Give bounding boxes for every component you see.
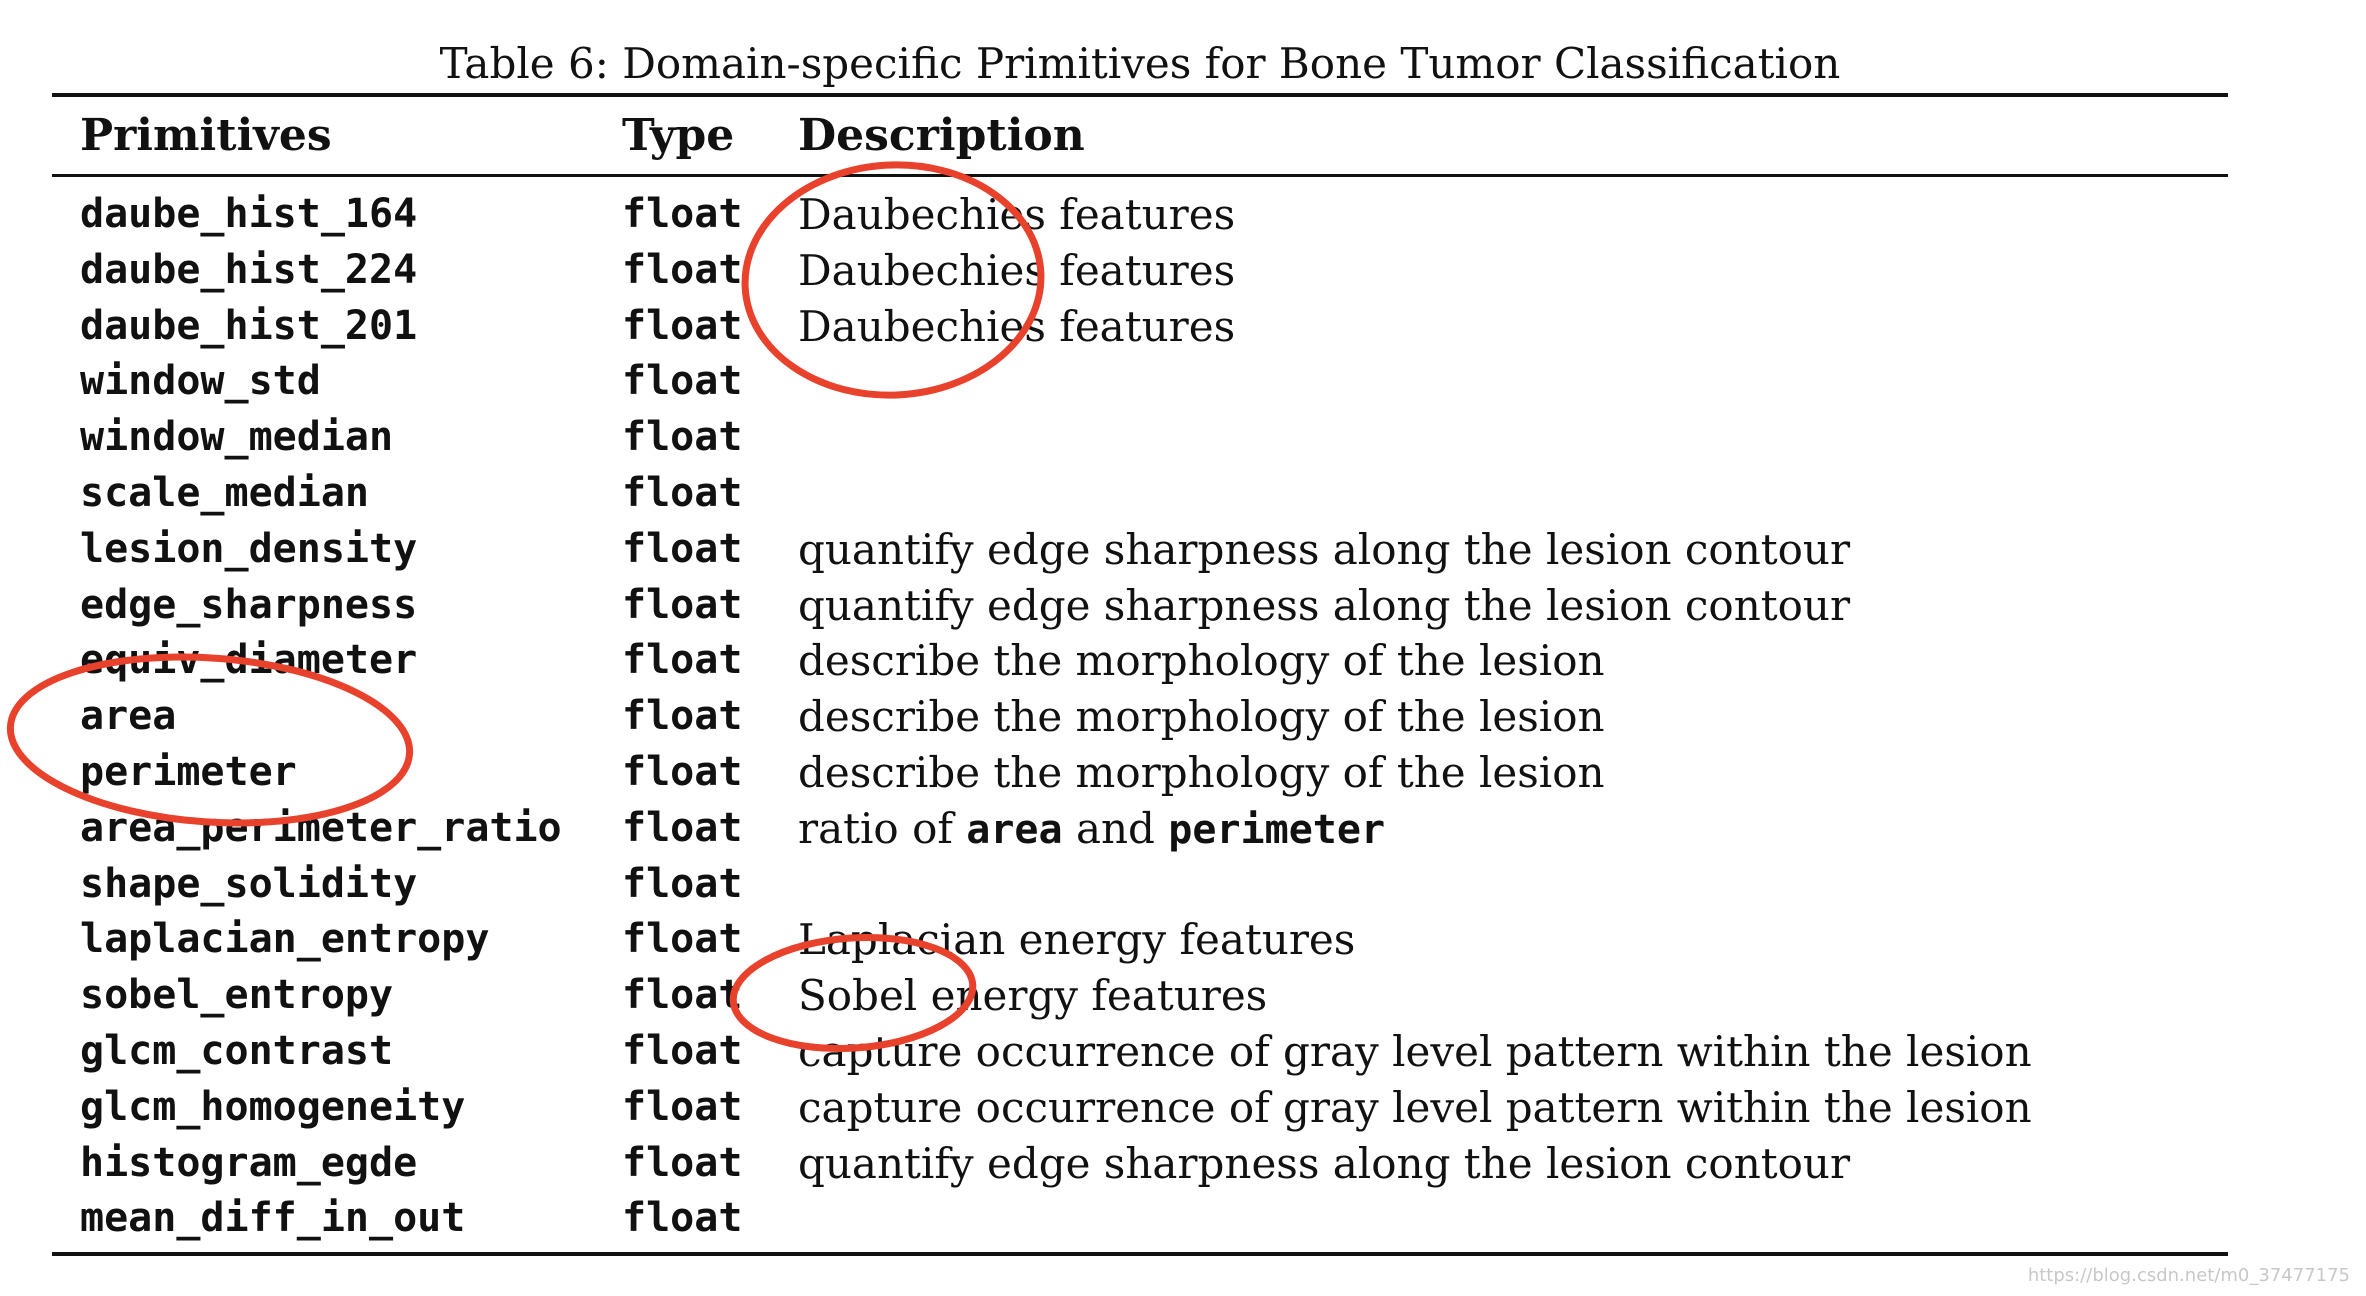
description-cell: Daubechies features [798, 301, 1236, 351]
table-body [0, 187, 2366, 1247]
description-cell: Sobel energy features [798, 971, 1268, 1021]
description-cell: quantify edge sharpness along the lesion contour [798, 1138, 1851, 1188]
table-row [0, 857, 2366, 913]
ratio-prefix: ratio of [798, 803, 953, 853]
primitive-cell: area [80, 693, 177, 740]
description-cell: quantify edge sharpness along the lesion contour [798, 524, 1851, 574]
header-description: Description [798, 110, 1085, 161]
table-row [0, 299, 2366, 355]
type-cell: float [622, 1027, 743, 1074]
primitive-cell: equiv_diameter [80, 637, 418, 684]
type-cell: float [622, 246, 743, 293]
type-cell: float [622, 860, 743, 907]
bottom-rule [52, 1252, 2228, 1256]
watermark: https://blog.csdn.net/m0_37477175 [2027, 1265, 2350, 1286]
primitive-cell: glcm_homogeneity [80, 1083, 466, 1130]
table-row [0, 1080, 2366, 1136]
type-cell: float [622, 1083, 743, 1130]
description-cell [798, 801, 1385, 857]
ratio-term-area: area [966, 806, 1063, 853]
table-row [0, 689, 2366, 745]
top-rule [52, 93, 2228, 97]
description-cell: Daubechies features [798, 245, 1236, 295]
primitive-cell: lesion_density [80, 525, 418, 572]
primitive-cell: daube_hist_201 [80, 302, 418, 349]
table-row [0, 801, 2366, 857]
table-row [0, 633, 2366, 689]
header-primitives: Primitives [80, 110, 332, 161]
table-row [0, 354, 2366, 410]
type-cell: float [622, 191, 743, 237]
description-cell: capture occurrence of gray level pattern within the lesion [798, 1026, 2032, 1076]
type-cell: float [622, 469, 743, 516]
table-row [0, 187, 2366, 243]
primitive-cell: window_std [80, 358, 321, 405]
header-type: Type [622, 110, 735, 161]
table-row [0, 1136, 2366, 1192]
table-row [0, 745, 2366, 801]
primitive-cell: daube_hist_224 [80, 246, 418, 293]
primitive-cell: mean_diff_in_out [80, 1195, 466, 1242]
primitive-cell: daube_hist_164 [80, 191, 418, 237]
table-row [0, 410, 2366, 466]
table-row [0, 243, 2366, 299]
description-cell: Daubechies features [798, 190, 1236, 239]
primitive-cell: perimeter [80, 748, 297, 795]
type-cell: float [622, 1195, 743, 1242]
primitive-cell: area_perimeter_ratio [80, 804, 562, 851]
primitive-cell: window_median [80, 414, 394, 461]
description-cell: capture occurrence of gray level pattern within the lesion [798, 1082, 2032, 1132]
type-cell: float [622, 302, 743, 349]
type-cell: float [622, 693, 743, 740]
type-cell: float [622, 414, 743, 461]
table-row [0, 968, 2366, 1024]
type-cell: float [622, 581, 743, 628]
table-row [0, 1024, 2366, 1080]
type-cell: float [622, 525, 743, 572]
table-row [0, 466, 2366, 522]
primitive-cell: scale_median [80, 469, 369, 516]
table-row [0, 912, 2366, 968]
description-cell: quantify edge sharpness along the lesion contour [798, 580, 1851, 630]
primitive-cell: edge_sharpness [80, 581, 418, 628]
type-cell: float [622, 916, 743, 963]
type-cell: float [622, 748, 743, 795]
type-cell: float [622, 804, 743, 851]
description-cell: describe the morphology of the lesion [798, 636, 1605, 686]
table-caption: Table 6: Domain-specific Primitives for Bone Tumor Classification [439, 39, 1841, 88]
ratio-term-perimeter: perimeter [1168, 806, 1386, 853]
primitive-cell: glcm_contrast [80, 1027, 394, 1074]
primitive-cell: sobel_entropy [80, 972, 394, 1019]
description-cell: describe the morphology of the lesion [798, 692, 1605, 742]
table-row [0, 522, 2366, 578]
type-cell: float [622, 358, 743, 405]
primitive-cell: laplacian_entropy [80, 916, 490, 963]
description-cell: describe the morphology of the lesion [798, 747, 1605, 797]
primitive-cell: histogram_egde [80, 1139, 418, 1186]
header-rule [52, 174, 2228, 177]
table-row [0, 578, 2366, 634]
table-row [0, 1191, 2366, 1247]
primitive-cell: shape_solidity [80, 860, 418, 907]
type-cell: float [622, 1139, 743, 1186]
type-cell: float [622, 972, 743, 1019]
ratio-connector: and [1075, 803, 1155, 853]
type-cell: float [622, 637, 743, 684]
description-cell: Laplacian energy features [798, 915, 1356, 965]
